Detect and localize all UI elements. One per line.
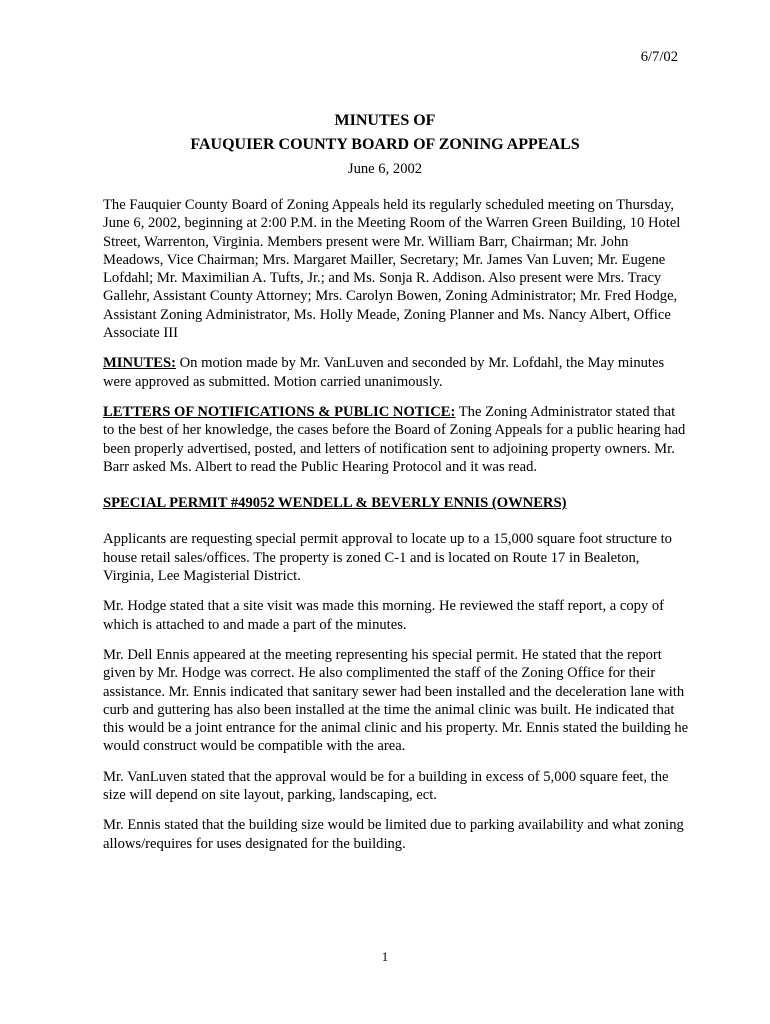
- header-date: 6/7/02: [640, 49, 678, 65]
- document-body: [103, 196, 689, 865]
- minutes-paragraph: [103, 354, 689, 391]
- meeting-date: June 6, 2002: [347, 161, 423, 177]
- hodge-paragraph: Mr. Hodge stated that a site visit was made this morning. He reviewed the staff report, a copy of which is attached to and made a part of the minutes.: [103, 598, 665, 633]
- letters-text: The Zoning Administrator stated that to the best of her knowledge, the cases before the Board of Zoning Appeals for a public hearing had been properly advertised, posted, and letters of notification sent to adjoining property owners. Mr. Barr asked Ms. Albert to read the Public Hearing Protocol and it was read.: [103, 403, 686, 475]
- minutes-text: On motion made by Mr. VanLuven and seconded by Mr. Lofdahl, the May minutes were approved as submitted. Motion carried unanimously.: [103, 355, 665, 390]
- letters-label: LETTERS OF NOTIFICATIONS & PUBLIC NOTICE:: [103, 403, 456, 420]
- applicants-paragraph: Applicants are requesting special permit approval to locate up to a 15,000 square foot structure to house retail sales/offices. The property is zoned C-1 and is located on Route 17 in Bealeton, Virginia, Lee Magisterial District.: [103, 531, 672, 585]
- special-permit-heading: SPECIAL PERMIT #49052 WENDELL & BEVERLY ENNIS (OWNERS): [103, 495, 567, 512]
- ennis-paragraph: Mr. Ennis stated that the building size would be limited due to parking availability and what zoning allows/requires for uses designated for the building.: [103, 817, 684, 852]
- title-line-2: FAUQUIER COUNTY BOARD OF ZONING APPEALS: [190, 136, 580, 153]
- page-number: 1: [381, 949, 389, 964]
- letters-paragraph: [103, 403, 689, 476]
- vanluven-paragraph: Mr. VanLuven stated that the approval would be for a building in excess of 5,000 square feet, the size will depend on site layout, parking, landscaping, ect.: [103, 768, 669, 804]
- dell-ennis-paragraph: Mr. Dell Ennis appeared at the meeting representing his special permit. He stated that the report given by Mr. Hodge was correct. He also complimented the staff of the Zoning Office for their assistance. Mr. Ennis indicated that sanitary sewer had been installed and the deceleration lane with curb and guttering has also been installed at the time the animal clinic was built. He indicated that this would be a joint entrance for the animal clinic and his property. Mr. Ennis stated the building he would construct would be compatible with the area.: [103, 646, 689, 755]
- minutes-label: MINUTES:: [103, 355, 176, 372]
- intro-paragraph: The Fauquier County Board of Zoning Appeals held its regularly scheduled meeting on Thursday, June 6, 2002, beginning at 2:00 P.M. in the Meeting Room of the Warren Green Building, 10 Hotel Street, Warrenton, Virginia. Members present were Mr. William Barr, Chairman; Mr. John Meadows, Vice Chairman; Mrs. Margaret Mailler, Secretary; Mr. James Van Luven; Mr. Eugene Lofdahl; Mr. Maximilian A. Tufts, Jr.; and Ms. Sonja R. Addison. Also present were Mrs. Tracy Gallehr, Assistant County Attorney; Mrs. Carolyn Bowen, Zoning Administrator; Mr. Fred Hodge, Assistant Zoning Administrator, Ms. Holly Meade, Zoning Planner and Ms. Nancy Albert, Office Associate III: [103, 197, 681, 342]
- title-line-1: MINUTES OF: [334, 112, 436, 129]
